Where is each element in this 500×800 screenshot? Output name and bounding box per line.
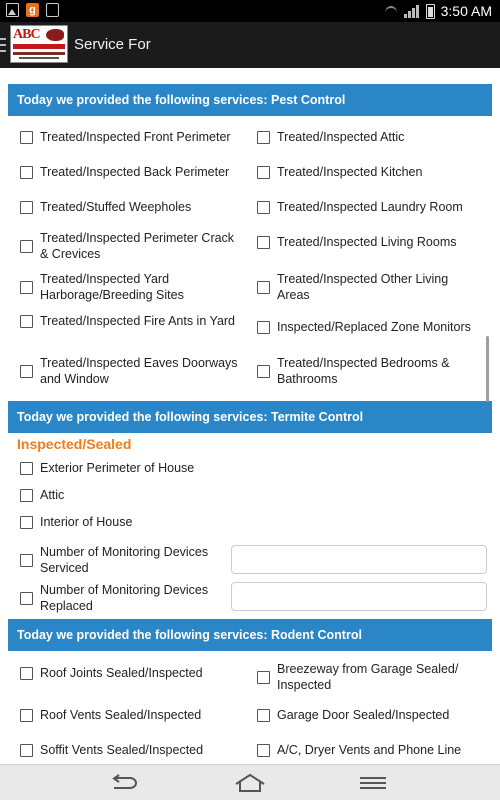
checkbox-label: Treated/Inspected Attic — [277, 130, 405, 144]
checkbox-label: Treated/Inspected Fire Ants in Yard — [40, 314, 236, 328]
checkbox[interactable] — [20, 131, 33, 144]
checkbox-label: Attic — [40, 488, 65, 502]
checkbox[interactable] — [20, 462, 33, 475]
checkbox-label: Treated/Inspected Perimeter Crack & Crevices — [40, 231, 235, 261]
status-bar — [0, 0, 500, 22]
gallery-icon — [6, 3, 19, 17]
wifi-icon — [384, 4, 398, 18]
rodent-left-item[interactable] — [20, 707, 245, 723]
scrollbar-thumb[interactable] — [486, 336, 489, 402]
action-bar — [0, 22, 500, 68]
pest-left-item[interactable] — [20, 129, 245, 145]
signal-icon — [404, 4, 420, 18]
battery-icon — [426, 4, 435, 19]
checkbox[interactable] — [257, 166, 270, 179]
checkbox-label: Treated/Stuffed Weepholes — [40, 200, 192, 214]
menu-icon[interactable] — [359, 776, 387, 790]
termite-item[interactable] — [20, 487, 320, 503]
checkbox-label: Exterior Perimeter of House — [40, 461, 195, 475]
rodent-right-item[interactable] — [257, 661, 482, 693]
drawer-menu-icon[interactable] — [0, 38, 6, 52]
checkbox[interactable] — [20, 709, 33, 722]
checkbox-label: Treated/Inspected Laundry Room — [277, 200, 463, 214]
shopping-bag-icon — [46, 3, 59, 17]
devices-serviced-input[interactable] — [231, 545, 487, 574]
inspected-sealed-heading: Inspected/Sealed — [17, 436, 132, 452]
checkbox[interactable] — [257, 236, 270, 249]
checkbox[interactable] — [257, 671, 270, 684]
checkbox[interactable] — [20, 489, 33, 502]
rodent-left-item[interactable] — [20, 742, 245, 758]
logo-bug-icon — [46, 29, 64, 41]
checkbox[interactable] — [257, 201, 270, 214]
pest-left-item[interactable] — [20, 355, 245, 387]
checkbox[interactable] — [257, 131, 270, 144]
pest-left-item[interactable] — [20, 199, 245, 215]
checkbox[interactable] — [20, 315, 33, 328]
pest-right-item[interactable] — [257, 199, 482, 215]
pest-left-item[interactable] — [20, 164, 245, 180]
pest-control-header: Today we provided the following services: Pest Control — [8, 84, 492, 116]
checkbox-label: Breezeway from Garage Sealed/ Inspected — [277, 662, 459, 692]
termite-item[interactable] — [20, 460, 320, 476]
system-nav-bar — [0, 764, 500, 800]
checkbox-label: A/C, Dryer Vents and Phone Line — [277, 743, 462, 757]
checkbox[interactable] — [257, 281, 270, 294]
termite-item[interactable] — [20, 544, 225, 576]
checkbox[interactable] — [20, 554, 33, 567]
abc-logo[interactable]: ABC — [10, 25, 68, 63]
status-right — [384, 2, 492, 20]
rodent-right-item[interactable] — [257, 707, 482, 723]
checkbox-label: Treated/Inspected Other Living Areas — [277, 272, 449, 302]
checkbox-label: Soffit Vents Sealed/Inspected — [40, 743, 204, 757]
pest-right-item[interactable] — [257, 234, 482, 250]
checkbox[interactable] — [20, 365, 33, 378]
checkbox-label: Treated/Inspected Kitchen — [277, 165, 423, 179]
checkbox[interactable] — [20, 240, 33, 253]
pest-left-item[interactable] — [20, 313, 245, 329]
checkbox-label: Garage Door Sealed/Inspected — [277, 708, 450, 722]
termite-item[interactable] — [20, 582, 225, 614]
checkbox-label: Treated/Inspected Bedrooms & Bathrooms — [277, 356, 450, 386]
checkbox-label: Treated/Inspected Eaves Doorways and Window — [40, 356, 238, 386]
checkbox-label: Number of Monitoring Devices Replaced — [40, 583, 209, 613]
checkbox[interactable] — [257, 709, 270, 722]
checkbox-label: Interior of House — [40, 515, 133, 529]
termite-item[interactable] — [20, 514, 320, 530]
checkbox-label: Treated/Inspected Living Rooms — [277, 235, 457, 249]
checkbox[interactable] — [257, 744, 270, 757]
checkbox-label: Treated/Inspected Back Perimeter — [40, 165, 230, 179]
checkbox[interactable] — [20, 667, 33, 680]
status-time: 3:50 AM — [440, 3, 492, 19]
devices-replaced-input[interactable] — [231, 582, 487, 611]
rodent-right-item[interactable] — [257, 742, 492, 758]
checkbox[interactable] — [20, 592, 33, 605]
checkbox[interactable] — [20, 516, 33, 529]
page-title: Service For — [74, 36, 151, 53]
pest-right-item[interactable] — [257, 355, 482, 387]
checkbox[interactable] — [257, 321, 270, 334]
rodent-control-header: Today we provided the following services: Rodent Control — [8, 619, 492, 651]
back-icon[interactable] — [110, 774, 140, 792]
service-form — [0, 68, 500, 764]
checkbox-label: Treated/Inspected Front Perimeter — [40, 130, 231, 144]
checkbox[interactable] — [20, 166, 33, 179]
pest-right-item[interactable] — [257, 319, 487, 335]
pest-left-item[interactable] — [20, 271, 245, 303]
termite-control-header: Today we provided the following services: Termite Control — [8, 401, 492, 433]
checkbox[interactable] — [20, 201, 33, 214]
pest-right-item[interactable] — [257, 271, 482, 303]
pest-right-item[interactable] — [257, 129, 482, 145]
checkbox[interactable] — [257, 365, 270, 378]
checkbox-label: Treated/Inspected Yard Harborage/Breeding Sites — [40, 272, 184, 302]
pest-left-item[interactable] — [20, 230, 245, 262]
checkbox[interactable] — [20, 281, 33, 294]
checkbox-label: Roof Joints Sealed/Inspected — [40, 666, 203, 680]
checkbox[interactable] — [20, 744, 33, 757]
checkbox-label: Inspected/Replaced Zone Monitors — [277, 320, 471, 334]
home-icon[interactable] — [234, 773, 266, 793]
checkbox-label: Roof Vents Sealed/Inspected — [40, 708, 202, 722]
pest-right-item[interactable] — [257, 164, 482, 180]
rodent-left-item[interactable] — [20, 665, 245, 681]
g-app-icon: g — [26, 3, 39, 17]
checkbox-label: Number of Monitoring Devices Serviced — [40, 545, 209, 575]
